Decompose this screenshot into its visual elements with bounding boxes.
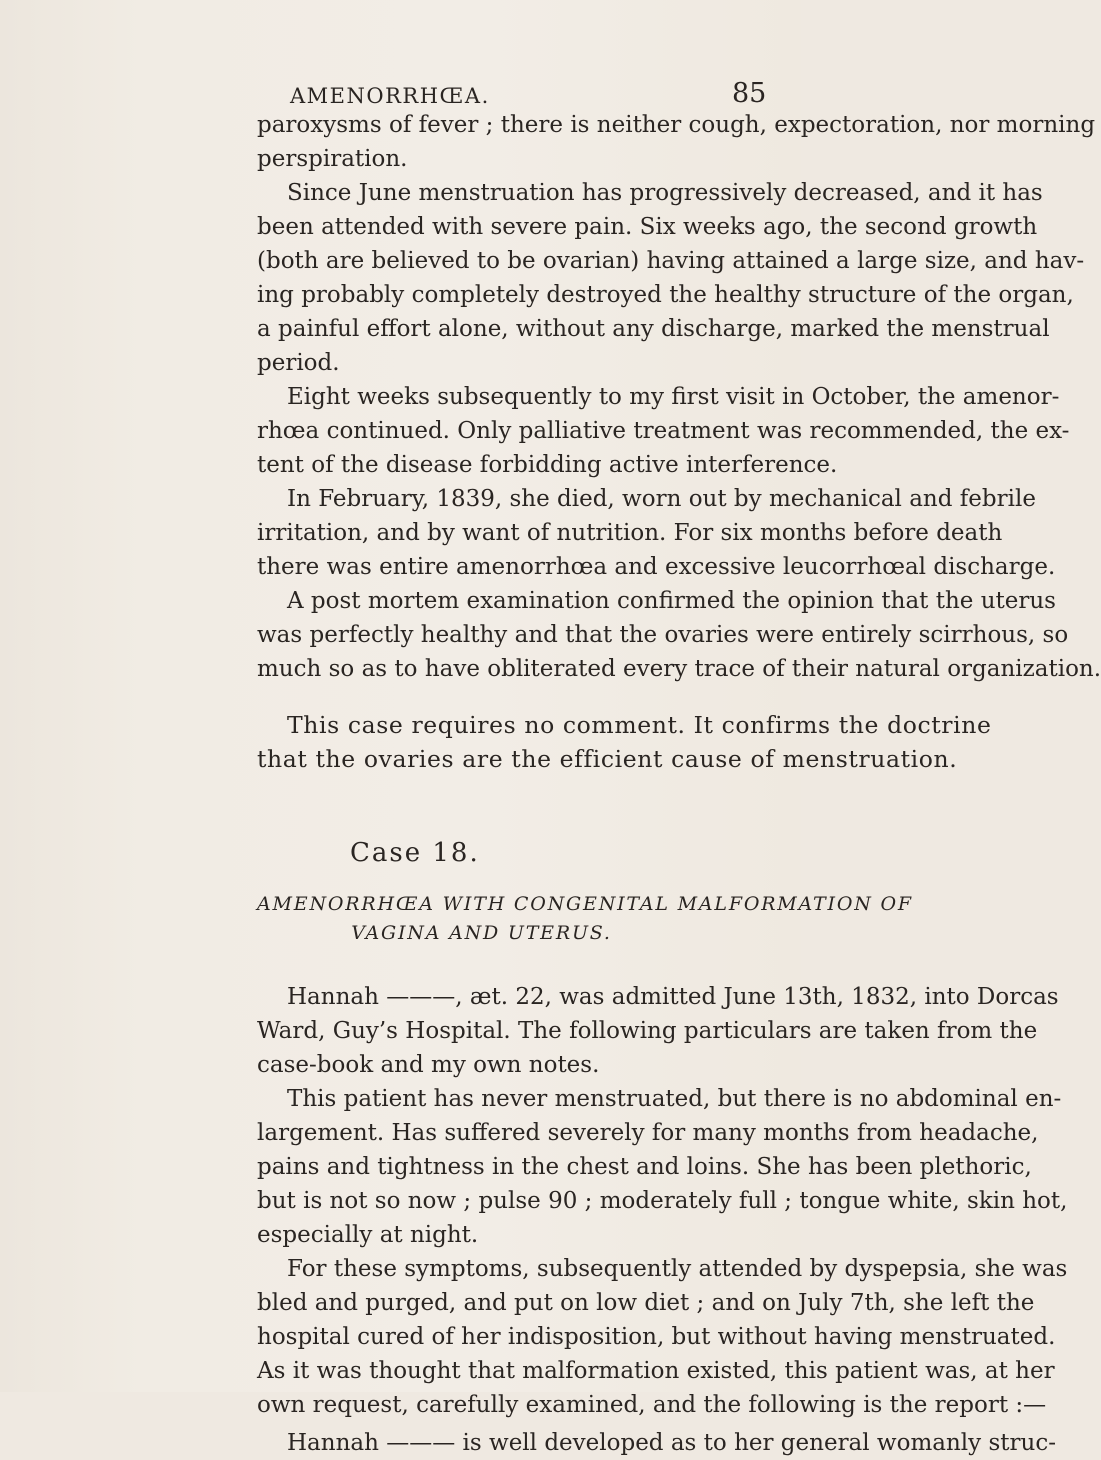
text-line: As it was thought that malformation existed, this patient was, at her (257, 1358, 1055, 1384)
text-line: pains and tightness in the chest and loins. She has been plethoric, (257, 1154, 1032, 1180)
text-line: For these symptoms, subsequently attended by dyspepsia, she was (287, 1256, 1068, 1282)
text-line: been attended with severe pain. Six weeks ago, the second growth (257, 214, 1038, 240)
text-line: paroxysms of fever ; there is neither cough, expectoration, nor morning (257, 112, 1096, 138)
text-line: This case requires no comment. It confirms the doctrine (287, 711, 992, 739)
text-line: Eight weeks subsequently to my first visit in October, the amenor- (287, 384, 1060, 410)
text-line: but is not so now ; pulse 90 ; moderately full ; tongue white, skin hot, (257, 1188, 1068, 1214)
case-heading: Case 18. (350, 838, 480, 868)
text-line: a painful effort alone, without any discharge, marked the menstrual (257, 316, 1050, 342)
heading-line: VAGINA AND UTERUS. (351, 922, 612, 944)
text-line: there was entire amenorrhœa and excessive leucorrhœal discharge. (257, 554, 1056, 580)
text-line: case-book and my own notes. (257, 1052, 600, 1078)
text-line: In February, 1839, she died, worn out by mechanical and febrile (287, 486, 1036, 512)
section-heading (257, 890, 913, 948)
text-line: Ward, Guy’s Hospital. The following particulars are taken from the (257, 1018, 1038, 1044)
text-line: tent of the disease forbidding active interference. (257, 452, 838, 478)
text-line: largement. Has suffered severely for many months from headache, (257, 1120, 1039, 1146)
text-line: Hannah ——— is well developed as to her general womanly struc- (287, 1430, 1056, 1456)
text-line: own request, carefully examined, and the following is the report :— (257, 1392, 1047, 1418)
text-line: (both are believed to be ovarian) having attained a large size, and hav- (257, 248, 1085, 274)
page-header (0, 78, 801, 112)
text-line: rhœa continued. Only palliative treatment was recommended, the ex- (257, 418, 1070, 444)
text-line: was perfectly healthy and that the ovaries were entirely scirrhous, so (257, 622, 1069, 648)
text-line: Hannah ———, æt. 22, was admitted June 13th, 1832, into Dorcas (287, 984, 1059, 1010)
text-line: This patient has never menstruated, but there is no abdominal en- (287, 1086, 1062, 1112)
text-line: that the ovaries are the efficient cause of menstruation. (257, 745, 958, 773)
text-line: bled and purged, and put on low diet ; and on July 7th, she left the (257, 1290, 1035, 1316)
text-line: perspiration. (257, 146, 408, 172)
text-line: irritation, and by want of nutrition. For six months before death (257, 520, 1003, 546)
page-number: 85 (732, 78, 767, 109)
text-line: A post mortem examination confirmed the opinion that the uterus (287, 588, 1056, 614)
heading-line: AMENORRHŒA WITH CONGENITAL MALFORMATION OF (257, 893, 913, 915)
text-line: much so as to have obliterated every trace of their natural organization. (257, 656, 1101, 682)
text-line: hospital cured of her indisposition, but without having menstruated. (257, 1324, 1056, 1350)
running-title: AMENORRHŒA. (290, 84, 490, 108)
text-line: especially at night. (257, 1222, 479, 1248)
text-line: Since June menstruation has progressively decreased, and it has (287, 180, 1043, 206)
text-line: period. (257, 350, 340, 376)
text-line: ing probably completely destroyed the healthy structure of the organ, (257, 282, 1074, 308)
